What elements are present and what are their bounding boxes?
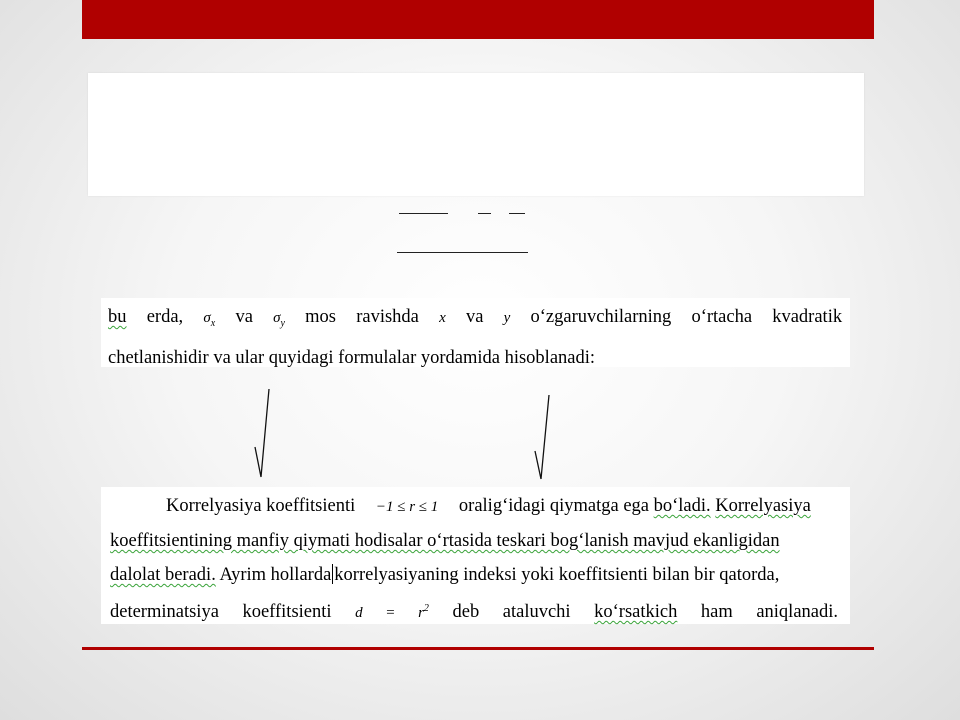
word-boladi: bo‘ladi.: [653, 496, 711, 516]
text-korrelyasiyaning: korrelyasiyaning indeksi yoki koeffitsienti bilan bir qatorda,: [334, 565, 780, 585]
correlation-paragraph: [101, 487, 850, 624]
formula-fraction-line-2: [397, 252, 528, 253]
definition-line-1: [108, 300, 842, 341]
words-mos-ravishda: mos ravishda: [305, 307, 419, 327]
range-formula: −1 ≤ r ≤ 1: [375, 499, 439, 515]
word-korsatkich: ko‘rsatkich: [594, 602, 678, 622]
sigma-y-symbol: $\sigma_y$: [273, 310, 285, 329]
determination-formula: $d = r^2$: [355, 603, 429, 621]
text-oraligidagi: oralig‘idagi qiymatga ega: [458, 496, 649, 516]
text-ayrim-hollarda: Ayrim hollarda: [219, 565, 332, 585]
definition-line-2: chetlanishidir va ular quyidagi formulalar yordamida hisoblanadi:: [108, 348, 596, 368]
formula-fraction-line-1: [399, 213, 448, 214]
variable-y: y: [503, 310, 511, 326]
bottom-accent-rule: [82, 647, 874, 650]
words-ozgaruvchilarning: o‘zgaruvchilarning o‘rtacha kvadratik: [530, 307, 843, 327]
definition-paragraph: [101, 298, 850, 367]
correlation-line-4: [110, 592, 838, 630]
word-determinatsiya: determinatsiya: [110, 602, 219, 622]
title-placeholder-box: [88, 73, 864, 196]
word-va-2: va: [465, 307, 484, 327]
word-koeffitsienti: koeffitsienti: [242, 602, 332, 622]
word-erda: erda,: [146, 307, 184, 327]
correlation-line-2: koeffitsientining manfiy qiymati hodisalar o‘rtasida teskari bog‘lanish mavjud ekanligidan: [110, 531, 780, 551]
text-deb-ataluvchi: deb ataluvchi: [452, 602, 571, 622]
sigma-x-symbol: $\sigma_x$: [203, 310, 216, 329]
correlation-line-1: [110, 489, 838, 524]
correlation-line-3: [110, 558, 838, 592]
word-korrelyasiya: Korrelyasiya: [715, 496, 811, 516]
sqrt-radical-sign-left: [253, 387, 273, 482]
variable-x: x: [439, 310, 446, 326]
formula-overbar-2: [509, 213, 525, 214]
text-ham-aniqlanadi: ham aniqlanadi.: [700, 602, 839, 622]
top-accent-bar: [82, 0, 874, 39]
formula-overbar-1: [478, 213, 491, 214]
text-dalolat-beradi: dalolat beradi.: [110, 565, 216, 585]
word-bu: bu: [108, 307, 127, 327]
word-va-1: va: [235, 307, 253, 327]
sqrt-radical-sign-right: [533, 393, 553, 488]
text-korrelyasiya-koeffitsienti: Korrelyasiya koeffitsienti: [166, 496, 356, 516]
